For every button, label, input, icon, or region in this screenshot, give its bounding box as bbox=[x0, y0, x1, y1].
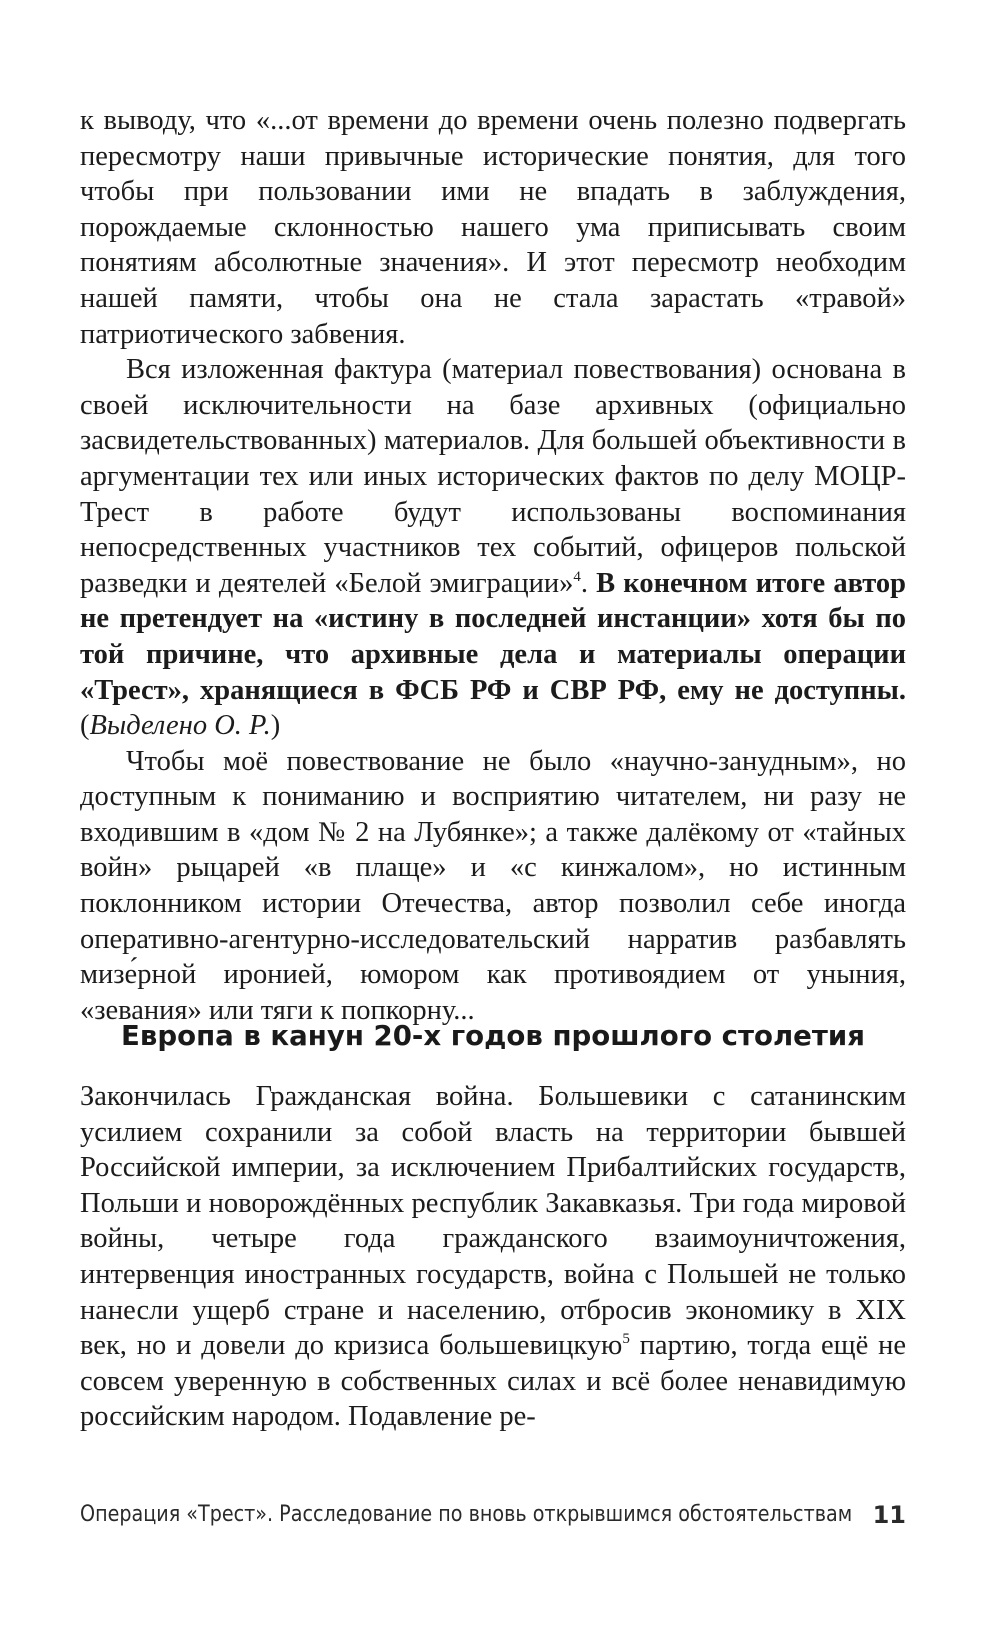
footnote-marker: 5 bbox=[622, 1331, 630, 1348]
paragraph-continuation: к выводу, что «...от времени до времени очень полезно подвергать пересмотру наши привычные исторические понятия, для того чтобы при пользовании ими не впадать в заблуждения, порождаемые склонностью нашего ума приписывать своим понятиям абсолютные значения». И этот пересмотр необходим нашей памяти, чтобы она не стала зарастать «травой» патриотического забвения. bbox=[80, 105, 906, 350]
body-text-top bbox=[80, 103, 906, 1028]
running-title: Операция «Трест». Расследование по вновь открывшимся обстоятельствам bbox=[80, 1502, 853, 1527]
paragraph-sources-text: Вся изложенная фактура (материал повествования) основана в своей исключительности на базе архивных (официально засвидетельствованных) материалов. Для большей объективности в аргументации тех или иных исторических фактов по делу МОЦР-Трест в работе будут использованы воспоминания непосредственных участников тех событий, офицеров польской разведки и деятелей «Белой эмиграции» bbox=[80, 354, 906, 599]
paragraph-civil-war-continued: партию, тогда ещё не совсем уверенную в собственных силах и всё более ненавидимую российским народом. Подавление ре- bbox=[80, 1330, 907, 1433]
page-footer bbox=[80, 1497, 906, 1533]
emphasis-note-close: ) bbox=[270, 710, 281, 742]
paragraph-civil-war bbox=[80, 1079, 906, 1435]
paragraph-sources: Вся изложенная фактура (материал повествования) основана в своей исключительности на базе архивных (официально засвидетельствованных) материалов. Для большей объективности в аргументации тех или иных исторических фактов по делу МОЦР-Трест в работе будут использованы воспоминания непосредственных участников тех событий, офицеров польской разведки и деятелей «Белой эмиграции»$^4$. В конечном итоге автор не претендует на «истину в последней инстанции» хотя бы по той причине, что архивные дела и материалы операции «Трест», хранящиеся в ФСБ РФ и СВР РФ, ему не доступны. (Выделено О. Р.) bbox=[80, 354, 906, 742]
emphasis-note: Выделено О. Р. bbox=[89, 710, 271, 742]
footnote-marker: 4 bbox=[573, 568, 581, 585]
body-text-bottom bbox=[80, 1079, 906, 1435]
paragraph-narrative-style: Чтобы моё повествование не было «научно-занудным», но доступным к пониманию и восприятию читателем, ни разу не входившим в «дом № 2 на Лубянке»; а также далёкому от «тайных войн» рыцарей «в плаще» и «с кинжалом», но истинным поклонником истории Отечества, автор позволил себе иногда оперативно-агентурно-исследовательский нарратив разбавлять мизе́рной иронией, юмором как противоядием от уныния, «зевания» или тяги к попкорну... bbox=[80, 745, 906, 1026]
paragraph-civil-war-text: Закончилась Гражданская война. Большевики с сатанинским усилием сохранили за собой власть на территории бывшей Российской империи, за исключением Прибалтийских государств, Польши и новорождённых республик Закавказья. Три года мировой войны, четыре года гражданского взаимоуничтожения, интервенция иностранных государств, война с Польшей не только нанесли ущерб стране и населению, отбросив экономику в XIX век, но и довели до кризиса большевицкую bbox=[80, 1081, 906, 1362]
emphasized-statement: В конечном итоге автор не претендует на «истину в последней инстанции» хотя бы по той причине, что архивные дела и материалы операции «Трест», хранящиеся в ФСБ РФ и СВР РФ, ему не доступны. bbox=[80, 567, 906, 706]
section-heading: Европа в канун 20-х годов прошлого столетия bbox=[121, 1019, 865, 1052]
page-number: 11 bbox=[872, 1501, 906, 1529]
emphasis-note-open: ( bbox=[80, 710, 90, 742]
